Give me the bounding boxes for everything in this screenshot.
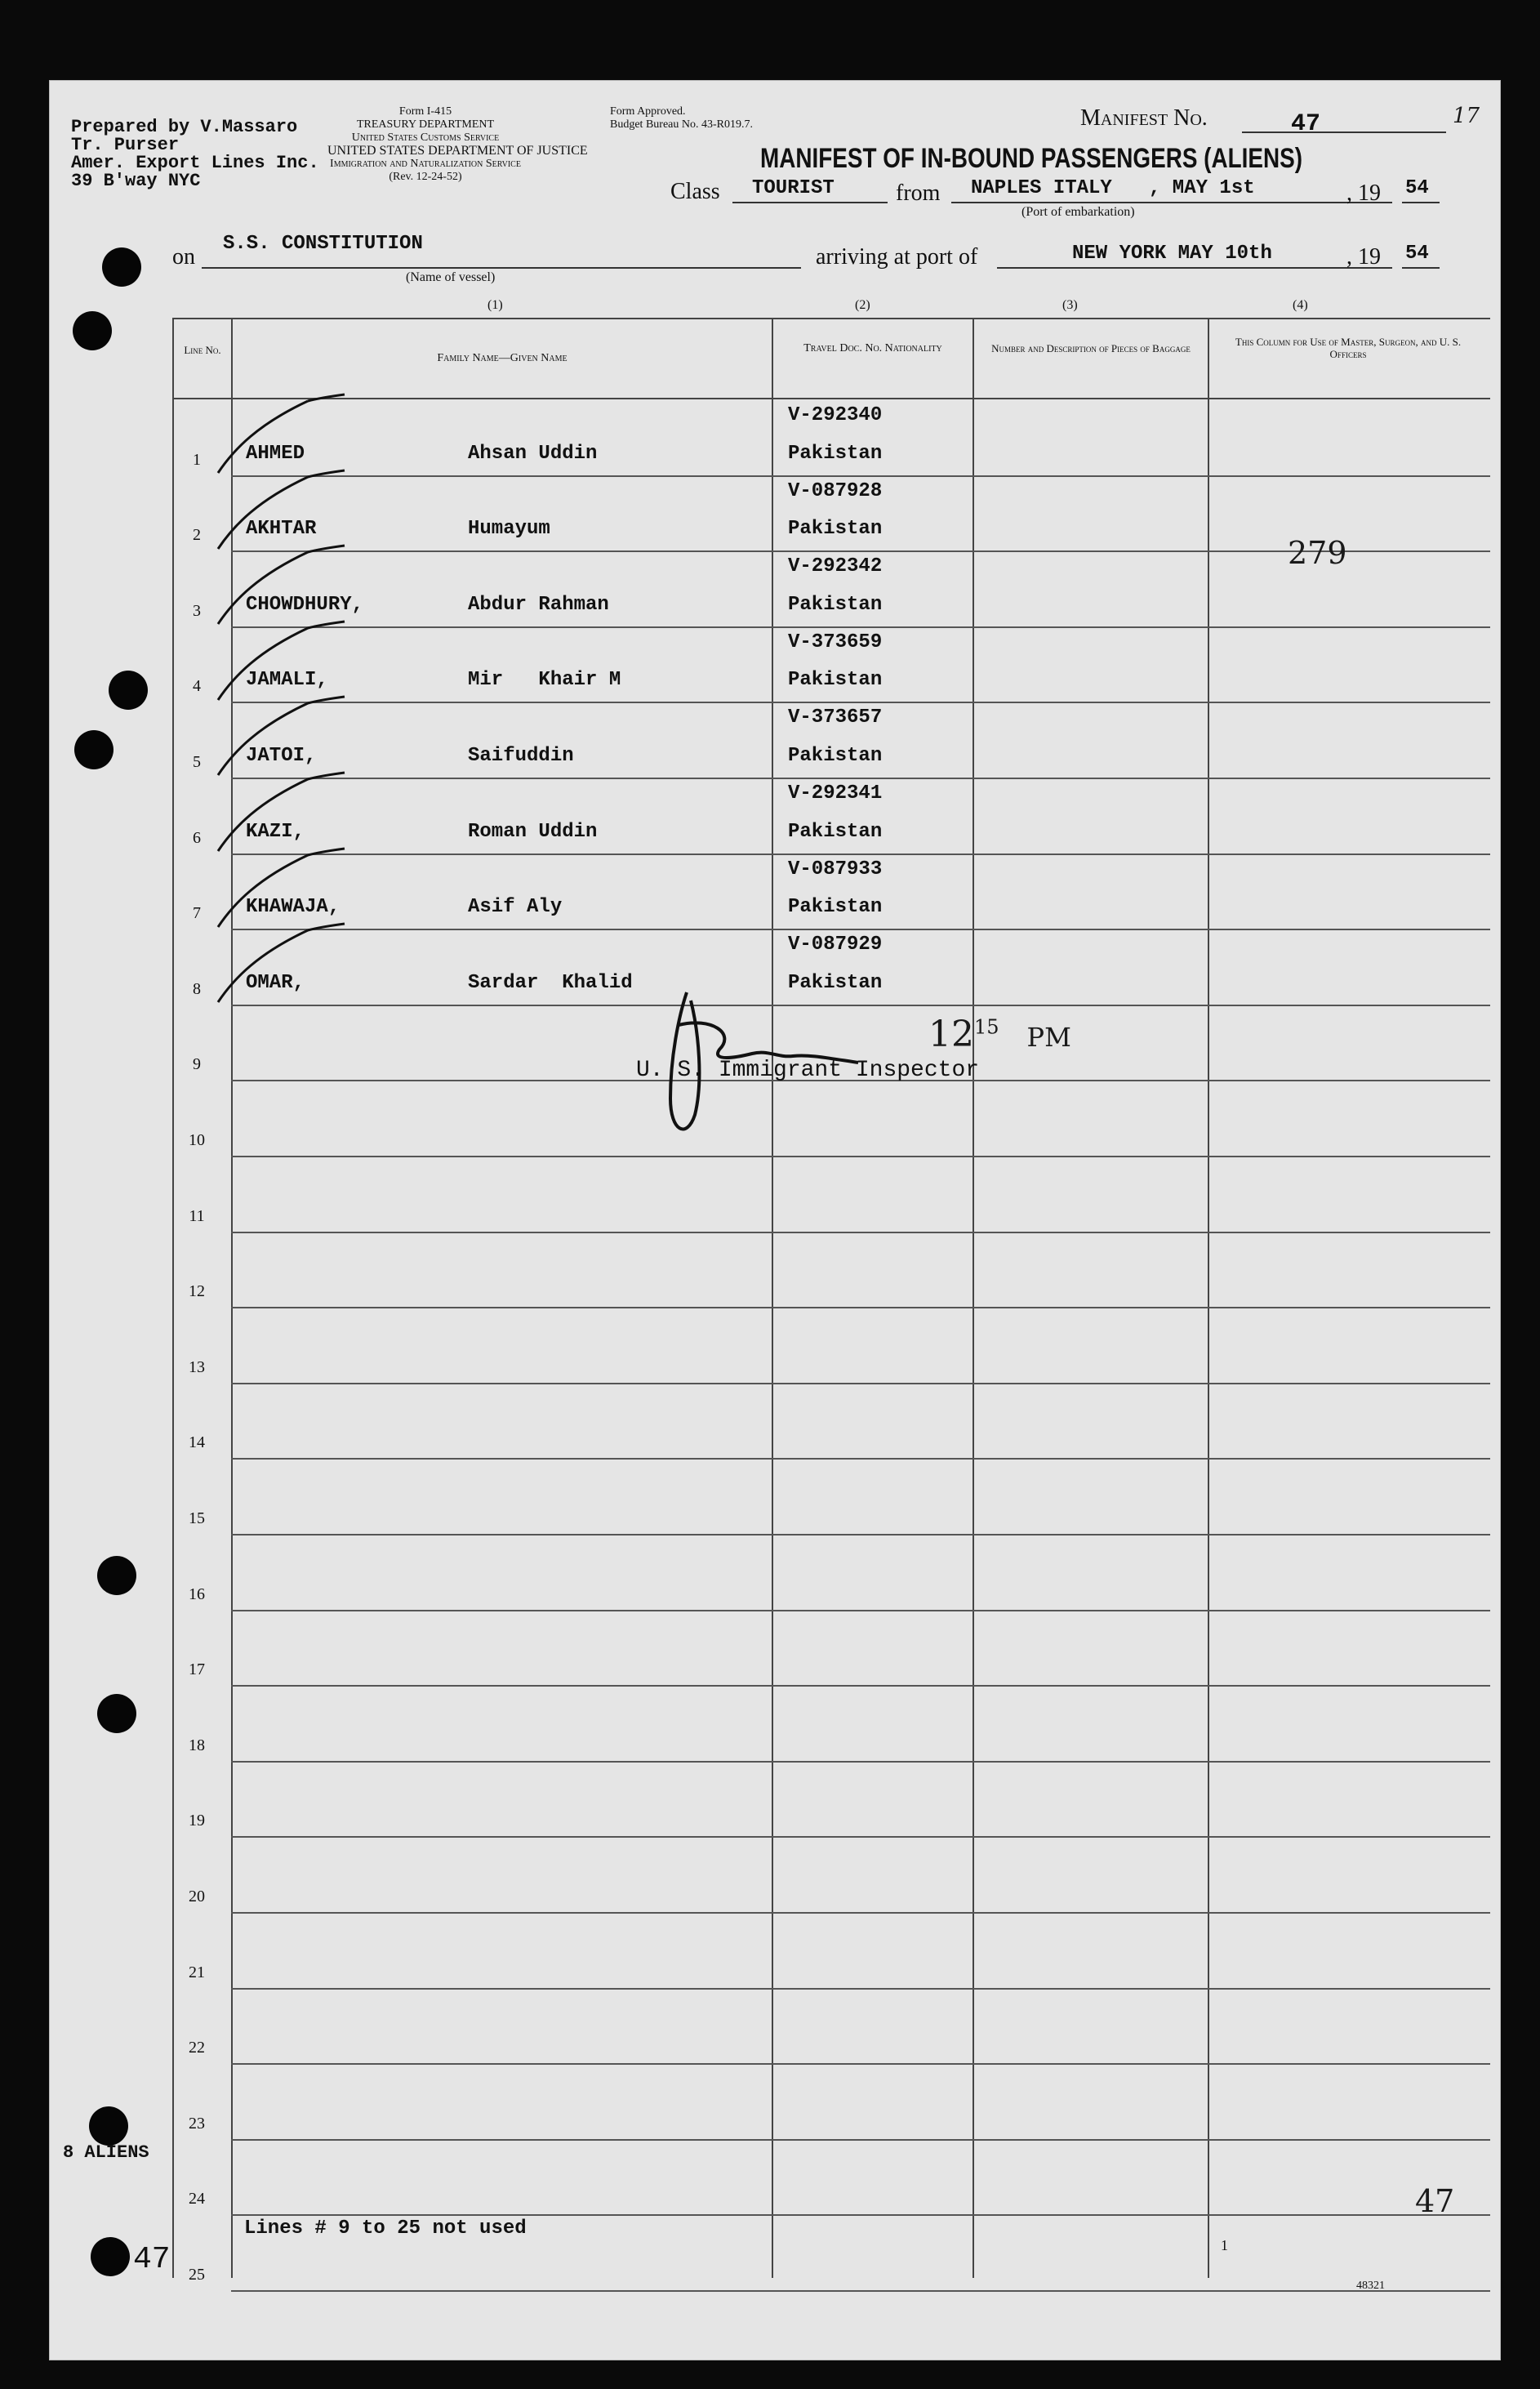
line-number: 11 xyxy=(189,1207,205,1225)
nationality: Pakistan xyxy=(788,896,883,918)
line-number: 3 xyxy=(193,602,201,620)
travel-doc-no: V-087928 xyxy=(788,480,883,502)
arriving-underline xyxy=(997,267,1392,269)
col-number-3: (3) xyxy=(1062,298,1078,312)
family-name: JAMALI, xyxy=(246,669,328,691)
given-name: Sardar Khalid xyxy=(468,972,633,994)
line-number: 19 xyxy=(189,1812,205,1830)
nationality: Pakistan xyxy=(788,821,883,843)
line-number: 5 xyxy=(193,753,201,771)
year-suffix-1: 54 xyxy=(1405,177,1429,199)
arriving-label: arriving at port of xyxy=(816,244,978,270)
vessel-underline xyxy=(202,267,801,269)
row-divider xyxy=(231,475,1490,477)
row-divider xyxy=(231,1232,1490,1233)
inspector-pm: PM xyxy=(1026,1022,1071,1053)
check-mark xyxy=(210,920,349,1010)
given-name: Roman Uddin xyxy=(468,821,598,843)
line-number: 10 xyxy=(189,1131,205,1149)
family-name: AKHTAR xyxy=(246,518,317,540)
punch-hole xyxy=(102,247,141,287)
travel-doc-no: V-087933 xyxy=(788,858,883,880)
doc-col-divider xyxy=(973,318,974,2278)
given-name: Abdur Rahman xyxy=(468,594,609,616)
punch-hole xyxy=(97,1694,136,1733)
line-number: 8 xyxy=(193,980,201,998)
table-top-border xyxy=(172,318,1490,319)
line-number: 18 xyxy=(189,1736,205,1754)
line-number: 23 xyxy=(189,2115,205,2133)
vessel-value: S.S. CONSTITUTION xyxy=(223,233,423,255)
manifest-no-underline xyxy=(1242,131,1446,133)
preparer-block xyxy=(71,118,319,190)
line-number: 1 xyxy=(193,451,201,469)
family-name: CHOWDHURY, xyxy=(246,594,364,616)
form-number: Form I-415 xyxy=(398,105,452,118)
line-number: 20 xyxy=(189,1888,205,1905)
punch-hole xyxy=(91,2237,130,2276)
year-suffix-2: 54 xyxy=(1405,243,1429,265)
form-approved: Form Approved. xyxy=(610,105,686,118)
travel-doc-no: V-292342 xyxy=(788,555,883,577)
row-divider xyxy=(231,1534,1490,1535)
corner-number: 17 xyxy=(1453,104,1480,128)
line-company: Amer. Export Lines Inc. xyxy=(71,153,319,173)
line-number: 4 xyxy=(193,677,201,695)
prepared-by: Prepared by V.Massaro xyxy=(71,117,298,137)
punch-hole xyxy=(97,1556,136,1595)
row-divider xyxy=(231,1458,1490,1460)
given-name: Mir Khair M xyxy=(468,669,621,691)
punch-hole xyxy=(109,671,148,710)
manifest-page xyxy=(49,80,1501,2360)
row-divider xyxy=(231,626,1490,628)
family-name: KHAWAJA, xyxy=(246,896,340,918)
row-divider xyxy=(231,702,1490,703)
line-number: 12 xyxy=(189,1282,205,1300)
row-divider xyxy=(231,1307,1490,1308)
row-divider xyxy=(231,2139,1490,2141)
row-divider xyxy=(231,854,1490,855)
arriving-value: NEW YORK MAY 10th xyxy=(1072,243,1272,265)
line-number: 22 xyxy=(189,2039,205,2057)
manifest-no-value: 47 xyxy=(1291,110,1321,138)
row-divider xyxy=(231,2214,1490,2216)
from-label: from xyxy=(896,181,941,206)
row-divider xyxy=(231,929,1490,930)
year-underline-1 xyxy=(1402,202,1440,203)
address: 39 B'way NYC xyxy=(71,171,201,191)
given-name: Asif Aly xyxy=(468,896,563,918)
approval-block xyxy=(610,105,753,131)
line-number: 9 xyxy=(193,1055,201,1073)
row-divider xyxy=(231,1912,1490,1914)
year-prefix-2: , 19 xyxy=(1346,244,1381,270)
line-number: 21 xyxy=(189,1963,205,1981)
family-name: OMAR, xyxy=(246,972,305,994)
row-divider xyxy=(231,1383,1490,1384)
row-divider xyxy=(231,1685,1490,1687)
row-divider xyxy=(231,1988,1490,1990)
form-stock-no: 48321 xyxy=(1356,2280,1385,2292)
given-name: Saifuddin xyxy=(468,745,574,767)
nationality: Pakistan xyxy=(788,443,883,465)
line-number: 13 xyxy=(189,1358,205,1376)
line-number: 6 xyxy=(193,829,201,847)
year-underline-2 xyxy=(1402,267,1440,269)
officer-mark: 279 xyxy=(1288,535,1347,571)
travel-doc-no: V-373657 xyxy=(788,706,883,729)
aliens-count: 8 ALIENS xyxy=(63,2142,149,2163)
inspector-time-minute: 15 xyxy=(974,1015,999,1039)
row-divider xyxy=(231,778,1490,779)
family-name: KAZI, xyxy=(246,821,305,843)
header-name: Family Name—Given Name xyxy=(437,352,567,364)
line-number: 17 xyxy=(189,1660,205,1678)
travel-doc-no: V-087929 xyxy=(788,934,883,956)
punch-hole xyxy=(89,2106,128,2146)
header-officers: This Column for Use of Master, Surgeon, and U. S. Officers xyxy=(1235,336,1462,360)
budget-bureau: Budget Bureau No. 43-R019.7. xyxy=(610,118,753,131)
nationality: Pakistan xyxy=(788,669,883,691)
class-value: TOURIST xyxy=(752,177,835,199)
line-number: 16 xyxy=(189,1585,205,1603)
header-travel-doc: Travel Doc. No. Nationality xyxy=(803,342,942,354)
customs-service: United States Customs Service xyxy=(351,131,500,144)
bottom-right-number: 47 xyxy=(1415,2183,1455,2219)
family-name: AHMED xyxy=(246,443,305,465)
year-prefix-1: , 19 xyxy=(1346,181,1381,206)
travel-doc-no: V-292341 xyxy=(788,782,883,805)
line-number: 2 xyxy=(193,526,201,544)
port-embarkation-caption: (Port of embarkation) xyxy=(1021,205,1135,219)
inspector-title: U. S. Immigrant Inspector xyxy=(636,1058,980,1083)
row-divider xyxy=(231,2290,1490,2292)
family-name: JATOI, xyxy=(246,745,317,767)
line-number: 7 xyxy=(193,904,201,922)
inspector-time-hour: 12 xyxy=(928,1014,974,1055)
class-underline xyxy=(732,202,888,203)
header-line-no: Line No. xyxy=(184,344,221,356)
row-divider xyxy=(231,1610,1490,1611)
col-number-4: (4) xyxy=(1293,298,1308,312)
table-header-border xyxy=(172,398,1490,399)
punch-hole xyxy=(74,730,113,769)
travel-doc-no: V-373659 xyxy=(788,631,883,653)
col-number-2: (2) xyxy=(855,298,870,312)
from-date: , MAY 1st xyxy=(1149,177,1255,199)
tick-mark: 1 xyxy=(1221,2237,1228,2253)
given-name: Humayum xyxy=(468,518,550,540)
from-value: NAPLES ITALY xyxy=(971,177,1112,199)
travel-doc-no: V-292340 xyxy=(788,404,883,426)
nationality: Pakistan xyxy=(788,518,883,540)
row-divider xyxy=(231,1761,1490,1763)
name-col-divider xyxy=(772,318,773,2278)
class-label: Class xyxy=(670,179,720,204)
line-number: 25 xyxy=(189,2266,205,2284)
form-id-block xyxy=(327,105,588,184)
inspector-time xyxy=(928,1014,1071,1055)
vessel-caption: (Name of vessel) xyxy=(406,270,496,284)
header-baggage: Number and Description of Pieces of Baggage xyxy=(991,342,1191,354)
ins-service: Immigration and Naturalization Service xyxy=(330,158,521,170)
given-name: Ahsan Uddin xyxy=(468,443,598,465)
row-divider xyxy=(231,1836,1490,1838)
line-number: 24 xyxy=(189,2190,205,2208)
purser: Tr. Purser xyxy=(71,135,180,155)
page-title: MANIFEST OF IN-BOUND PASSENGERS (ALIENS) xyxy=(760,143,1302,174)
on-label: on xyxy=(172,244,195,270)
bottom-left-number: 47 xyxy=(133,2242,171,2277)
nationality: Pakistan xyxy=(788,594,883,616)
revision: (Rev. 12-24-52) xyxy=(389,171,462,183)
col-number-1: (1) xyxy=(487,298,503,312)
line-number: 15 xyxy=(189,1509,205,1527)
manifest-no-label: Manifest No. xyxy=(1080,105,1208,131)
line-number: 14 xyxy=(189,1433,205,1451)
nationality: Pakistan xyxy=(788,745,883,767)
baggage-col-divider xyxy=(1208,318,1209,2278)
justice-dept: UNITED STATES DEPARTMENT OF JUSTICE xyxy=(327,144,588,158)
nationality: Pakistan xyxy=(788,972,883,994)
punch-hole xyxy=(73,311,112,350)
lines-not-used: Lines # 9 to 25 not used xyxy=(244,2217,527,2240)
treasury-dept: TREASURY DEPARTMENT xyxy=(356,118,495,131)
row-divider xyxy=(231,1156,1490,1157)
row-divider xyxy=(231,2063,1490,2065)
from-underline xyxy=(951,202,1392,203)
